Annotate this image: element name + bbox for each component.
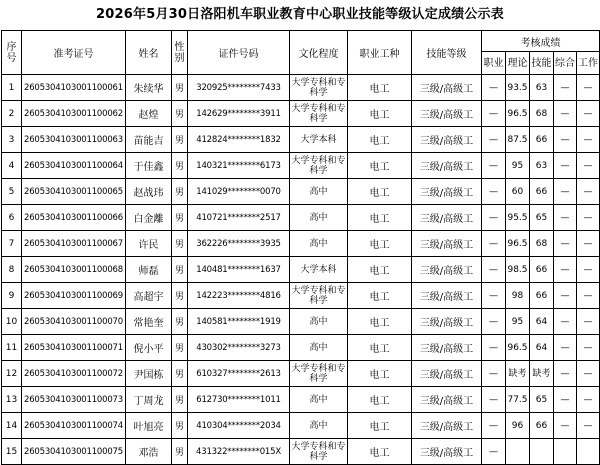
table-row xyxy=(2,101,600,127)
cell-comprehensive: — xyxy=(554,205,577,231)
cell-level: 三级/高级工 xyxy=(412,257,482,283)
cell-theory: 98.5 xyxy=(506,257,530,283)
cell-theory: 95.5 xyxy=(506,205,530,231)
cell-work: — xyxy=(577,335,600,361)
cell-job: 电工 xyxy=(348,309,412,335)
cell-name: 邓浩 xyxy=(126,439,172,465)
cell-career: — xyxy=(482,309,506,335)
cell-level: 三级/高级工 xyxy=(412,101,482,127)
cell-seq: 14 xyxy=(2,413,22,439)
cell-level: 三级/高级工 xyxy=(412,231,482,257)
table-row xyxy=(2,179,600,205)
cell-comprehensive: — xyxy=(554,75,577,101)
cell-exam-no: 2605304103001100070 xyxy=(22,309,126,335)
cell-name: 丁周龙 xyxy=(126,387,172,413)
cell-level: 三级/高级工 xyxy=(412,179,482,205)
cell-name: 师磊 xyxy=(126,257,172,283)
cell-skill: 66 xyxy=(530,127,554,153)
score-table xyxy=(1,30,600,465)
cell-comprehensive: — xyxy=(554,387,577,413)
cell-id-no: 142223********4816 xyxy=(188,283,290,309)
cell-education: 高中 xyxy=(290,413,348,439)
cell-job: 电工 xyxy=(348,205,412,231)
cell-education: 大学本科 xyxy=(290,257,348,283)
table-row xyxy=(2,283,600,309)
cell-level: 三级/高级工 xyxy=(412,413,482,439)
cell-gender: 男 xyxy=(172,335,188,361)
cell-gender: 男 xyxy=(172,439,188,465)
cell-job: 电工 xyxy=(348,179,412,205)
cell-education: 高中 xyxy=(290,309,348,335)
cell-job: 电工 xyxy=(348,439,412,465)
cell-id-no: 410304********2034 xyxy=(188,413,290,439)
cell-theory: 77.5 xyxy=(506,387,530,413)
table-row xyxy=(2,257,600,283)
cell-theory: 96 xyxy=(506,413,530,439)
cell-career: — xyxy=(482,205,506,231)
cell-job: 电工 xyxy=(348,361,412,387)
cell-job: 电工 xyxy=(348,257,412,283)
cell-name: 于佳鑫 xyxy=(126,153,172,179)
cell-theory: 95 xyxy=(506,153,530,179)
header-gender: 性别 xyxy=(172,31,188,75)
header-name: 姓名 xyxy=(126,31,172,75)
cell-exam-no: 2605304103001100073 xyxy=(22,387,126,413)
cell-job: 电工 xyxy=(348,387,412,413)
cell-id-no: 430302********3273 xyxy=(188,335,290,361)
cell-job: 电工 xyxy=(348,127,412,153)
cell-theory: 96.5 xyxy=(506,335,530,361)
cell-comprehensive: — xyxy=(554,257,577,283)
cell-work: — xyxy=(577,283,600,309)
cell-skill: 66 xyxy=(530,413,554,439)
cell-career: — xyxy=(482,101,506,127)
cell-career: — xyxy=(482,439,506,465)
cell-job: 电工 xyxy=(348,101,412,127)
cell-education: 大学本科 xyxy=(290,127,348,153)
header-career: 职业 xyxy=(482,52,506,75)
cell-level: 三级/高级工 xyxy=(412,127,482,153)
cell-education: 高中 xyxy=(290,205,348,231)
cell-level: 三级/高级工 xyxy=(412,205,482,231)
cell-skill: 68 xyxy=(530,101,554,127)
cell-level: 三级/高级工 xyxy=(412,335,482,361)
cell-work: — xyxy=(577,361,600,387)
table-row xyxy=(2,413,600,439)
cell-work: — xyxy=(577,179,600,205)
cell-seq: 12 xyxy=(2,361,22,387)
cell-id-no: 410721********2517 xyxy=(188,205,290,231)
cell-gender: 男 xyxy=(172,309,188,335)
cell-id-no: 610327********2613 xyxy=(188,361,290,387)
cell-id-no: 612730********1011 xyxy=(188,387,290,413)
cell-career: — xyxy=(482,231,506,257)
page-title: 2026年5月30日洛阳机车职业教育中心职业技能等级认定成绩公示表 xyxy=(96,7,504,22)
cell-name: 白金離 xyxy=(126,205,172,231)
cell-education: 高中 xyxy=(290,387,348,413)
cell-gender: 男 xyxy=(172,283,188,309)
cell-education: 高中 xyxy=(290,231,348,257)
cell-id-no: 431322********015X xyxy=(188,439,290,465)
table-row xyxy=(2,205,600,231)
cell-name: 倪小平 xyxy=(126,335,172,361)
cell-skill xyxy=(530,439,554,465)
cell-gender: 男 xyxy=(172,413,188,439)
cell-exam-no: 2605304103001100069 xyxy=(22,283,126,309)
cell-seq: 8 xyxy=(2,257,22,283)
cell-education: 大学专科和专科学 xyxy=(290,439,348,465)
cell-work: — xyxy=(577,75,600,101)
cell-id-no: 140481********1637 xyxy=(188,257,290,283)
cell-gender: 男 xyxy=(172,153,188,179)
cell-comprehensive: — xyxy=(554,101,577,127)
cell-level: 三级/高级工 xyxy=(412,283,482,309)
cell-exam-no: 2605304103001100066 xyxy=(22,205,126,231)
cell-seq: 6 xyxy=(2,205,22,231)
cell-education: 高中 xyxy=(290,335,348,361)
table-row xyxy=(2,127,600,153)
cell-gender: 男 xyxy=(172,361,188,387)
cell-skill: 65 xyxy=(530,387,554,413)
cell-exam-no: 2605304103001100068 xyxy=(22,257,126,283)
cell-level: 三级/高级工 xyxy=(412,387,482,413)
cell-exam-no: 2605304103001100062 xyxy=(22,101,126,127)
cell-gender: 男 xyxy=(172,127,188,153)
cell-theory xyxy=(506,439,530,465)
cell-theory: 96.5 xyxy=(506,101,530,127)
cell-skill: 缺考 xyxy=(530,361,554,387)
cell-skill: 63 xyxy=(530,153,554,179)
cell-exam-no: 2605304103001100071 xyxy=(22,335,126,361)
header-education: 文化程度 xyxy=(290,31,348,75)
cell-comprehensive: — xyxy=(554,127,577,153)
cell-seq: 9 xyxy=(2,283,22,309)
cell-name: 赵战玮 xyxy=(126,179,172,205)
cell-comprehensive xyxy=(554,439,577,465)
cell-career: — xyxy=(482,257,506,283)
cell-id-no: 412824********1832 xyxy=(188,127,290,153)
cell-education: 高中 xyxy=(290,179,348,205)
cell-level: 三级/高级工 xyxy=(412,309,482,335)
cell-gender: 男 xyxy=(172,75,188,101)
header-theory: 理论 xyxy=(506,52,530,75)
cell-gender: 男 xyxy=(172,205,188,231)
cell-seq: 5 xyxy=(2,179,22,205)
cell-job: 电工 xyxy=(348,335,412,361)
cell-level: 三级/高级工 xyxy=(412,75,482,101)
cell-education: 大学专科和专科学 xyxy=(290,101,348,127)
cell-gender: 男 xyxy=(172,231,188,257)
cell-exam-no: 2605304103001100065 xyxy=(22,179,126,205)
cell-seq: 1 xyxy=(2,75,22,101)
cell-id-no: 362226********3935 xyxy=(188,231,290,257)
cell-career: — xyxy=(482,335,506,361)
cell-gender: 男 xyxy=(172,101,188,127)
cell-education: 大学专科和专科学 xyxy=(290,283,348,309)
cell-career: — xyxy=(482,283,506,309)
cell-theory: 87.5 xyxy=(506,127,530,153)
cell-level: 三级/高级工 xyxy=(412,153,482,179)
cell-id-no: 320925********7433 xyxy=(188,75,290,101)
cell-exam-no: 2605304103001100072 xyxy=(22,361,126,387)
cell-comprehensive: — xyxy=(554,153,577,179)
cell-comprehensive: — xyxy=(554,179,577,205)
cell-comprehensive: — xyxy=(554,413,577,439)
cell-career: — xyxy=(482,127,506,153)
cell-name: 高超宇 xyxy=(126,283,172,309)
cell-exam-no: 2605304103001100064 xyxy=(22,153,126,179)
cell-theory: 60 xyxy=(506,179,530,205)
table-row xyxy=(2,309,600,335)
cell-work: — xyxy=(577,101,600,127)
cell-seq: 7 xyxy=(2,231,22,257)
cell-skill: 64 xyxy=(530,309,554,335)
header-id-no: 证件号码 xyxy=(188,31,290,75)
cell-comprehensive: — xyxy=(554,335,577,361)
cell-gender: 男 xyxy=(172,179,188,205)
cell-name: 苗能吉 xyxy=(126,127,172,153)
table-row xyxy=(2,361,600,387)
cell-career: — xyxy=(482,413,506,439)
cell-skill: 66 xyxy=(530,283,554,309)
cell-education: 大学专科和专科学 xyxy=(290,75,348,101)
cell-job: 电工 xyxy=(348,231,412,257)
cell-career: — xyxy=(482,179,506,205)
cell-name: 尹国栋 xyxy=(126,361,172,387)
cell-job: 电工 xyxy=(348,75,412,101)
cell-seq: 15 xyxy=(2,439,22,465)
header-score-group: 考核成绩 xyxy=(482,31,600,52)
header-level: 技能等级 xyxy=(412,31,482,75)
cell-id-no: 140581********1919 xyxy=(188,309,290,335)
table-row xyxy=(2,153,600,179)
cell-exam-no: 2605304103001100067 xyxy=(22,231,126,257)
cell-work: — xyxy=(577,205,600,231)
table-row xyxy=(2,387,600,413)
header-skill: 技能 xyxy=(530,52,554,75)
table-row xyxy=(2,335,600,361)
cell-theory: 98 xyxy=(506,283,530,309)
table-row xyxy=(2,439,600,465)
cell-exam-no: 2605304103001100063 xyxy=(22,127,126,153)
cell-seq: 4 xyxy=(2,153,22,179)
cell-education: 大学专科和专科学 xyxy=(290,361,348,387)
cell-work: — xyxy=(577,387,600,413)
cell-seq: 11 xyxy=(2,335,22,361)
cell-skill: 64 xyxy=(530,335,554,361)
cell-theory: 缺考 xyxy=(506,361,530,387)
cell-job: 电工 xyxy=(348,283,412,309)
cell-name: 许民 xyxy=(126,231,172,257)
cell-name: 常艳奎 xyxy=(126,309,172,335)
table-row xyxy=(2,231,600,257)
cell-level: 三级/高级工 xyxy=(412,361,482,387)
cell-work: — xyxy=(577,309,600,335)
cell-skill: 68 xyxy=(530,231,554,257)
cell-gender: 男 xyxy=(172,257,188,283)
cell-seq: 10 xyxy=(2,309,22,335)
cell-career: — xyxy=(482,153,506,179)
cell-id-no: 141029********0070 xyxy=(188,179,290,205)
cell-seq: 2 xyxy=(2,101,22,127)
cell-job: 电工 xyxy=(348,413,412,439)
cell-level: 三级/高级工 xyxy=(412,439,482,465)
table-row xyxy=(2,75,600,101)
cell-name: 赵煌 xyxy=(126,101,172,127)
cell-exam-no: 2605304103001100061 xyxy=(22,75,126,101)
cell-comprehensive: — xyxy=(554,309,577,335)
header-work: 工作 xyxy=(577,52,600,75)
header-job: 职业工种 xyxy=(348,31,412,75)
cell-theory: 95 xyxy=(506,309,530,335)
cell-career: — xyxy=(482,361,506,387)
cell-seq: 3 xyxy=(2,127,22,153)
cell-id-no: 142629********3911 xyxy=(188,101,290,127)
cell-seq: 13 xyxy=(2,387,22,413)
cell-skill: 65 xyxy=(530,205,554,231)
cell-exam-no: 2605304103001100074 xyxy=(22,413,126,439)
cell-career: — xyxy=(482,75,506,101)
cell-work: — xyxy=(577,231,600,257)
cell-name: 叶旭亮 xyxy=(126,413,172,439)
cell-comprehensive: — xyxy=(554,361,577,387)
cell-job: 电工 xyxy=(348,153,412,179)
cell-gender: 男 xyxy=(172,387,188,413)
cell-career: — xyxy=(482,387,506,413)
header-seq: 序号 xyxy=(2,31,22,75)
cell-skill: 66 xyxy=(530,179,554,205)
header-comprehensive: 综合 xyxy=(554,52,577,75)
cell-theory: 96.5 xyxy=(506,231,530,257)
cell-work: — xyxy=(577,153,600,179)
cell-theory: 93.5 xyxy=(506,75,530,101)
cell-work: — xyxy=(577,413,600,439)
cell-skill: 63 xyxy=(530,75,554,101)
cell-name: 朱续华 xyxy=(126,75,172,101)
header-exam-no: 准考证号 xyxy=(22,31,126,75)
cell-exam-no: 2605304103001100075 xyxy=(22,439,126,465)
cell-work: — xyxy=(577,257,600,283)
cell-comprehensive: — xyxy=(554,283,577,309)
cell-comprehensive: — xyxy=(554,231,577,257)
cell-education: 大学专科和专科学 xyxy=(290,153,348,179)
cell-skill: 66 xyxy=(530,257,554,283)
cell-work xyxy=(577,439,600,465)
cell-work: — xyxy=(577,127,600,153)
cell-id-no: 140321********6173 xyxy=(188,153,290,179)
